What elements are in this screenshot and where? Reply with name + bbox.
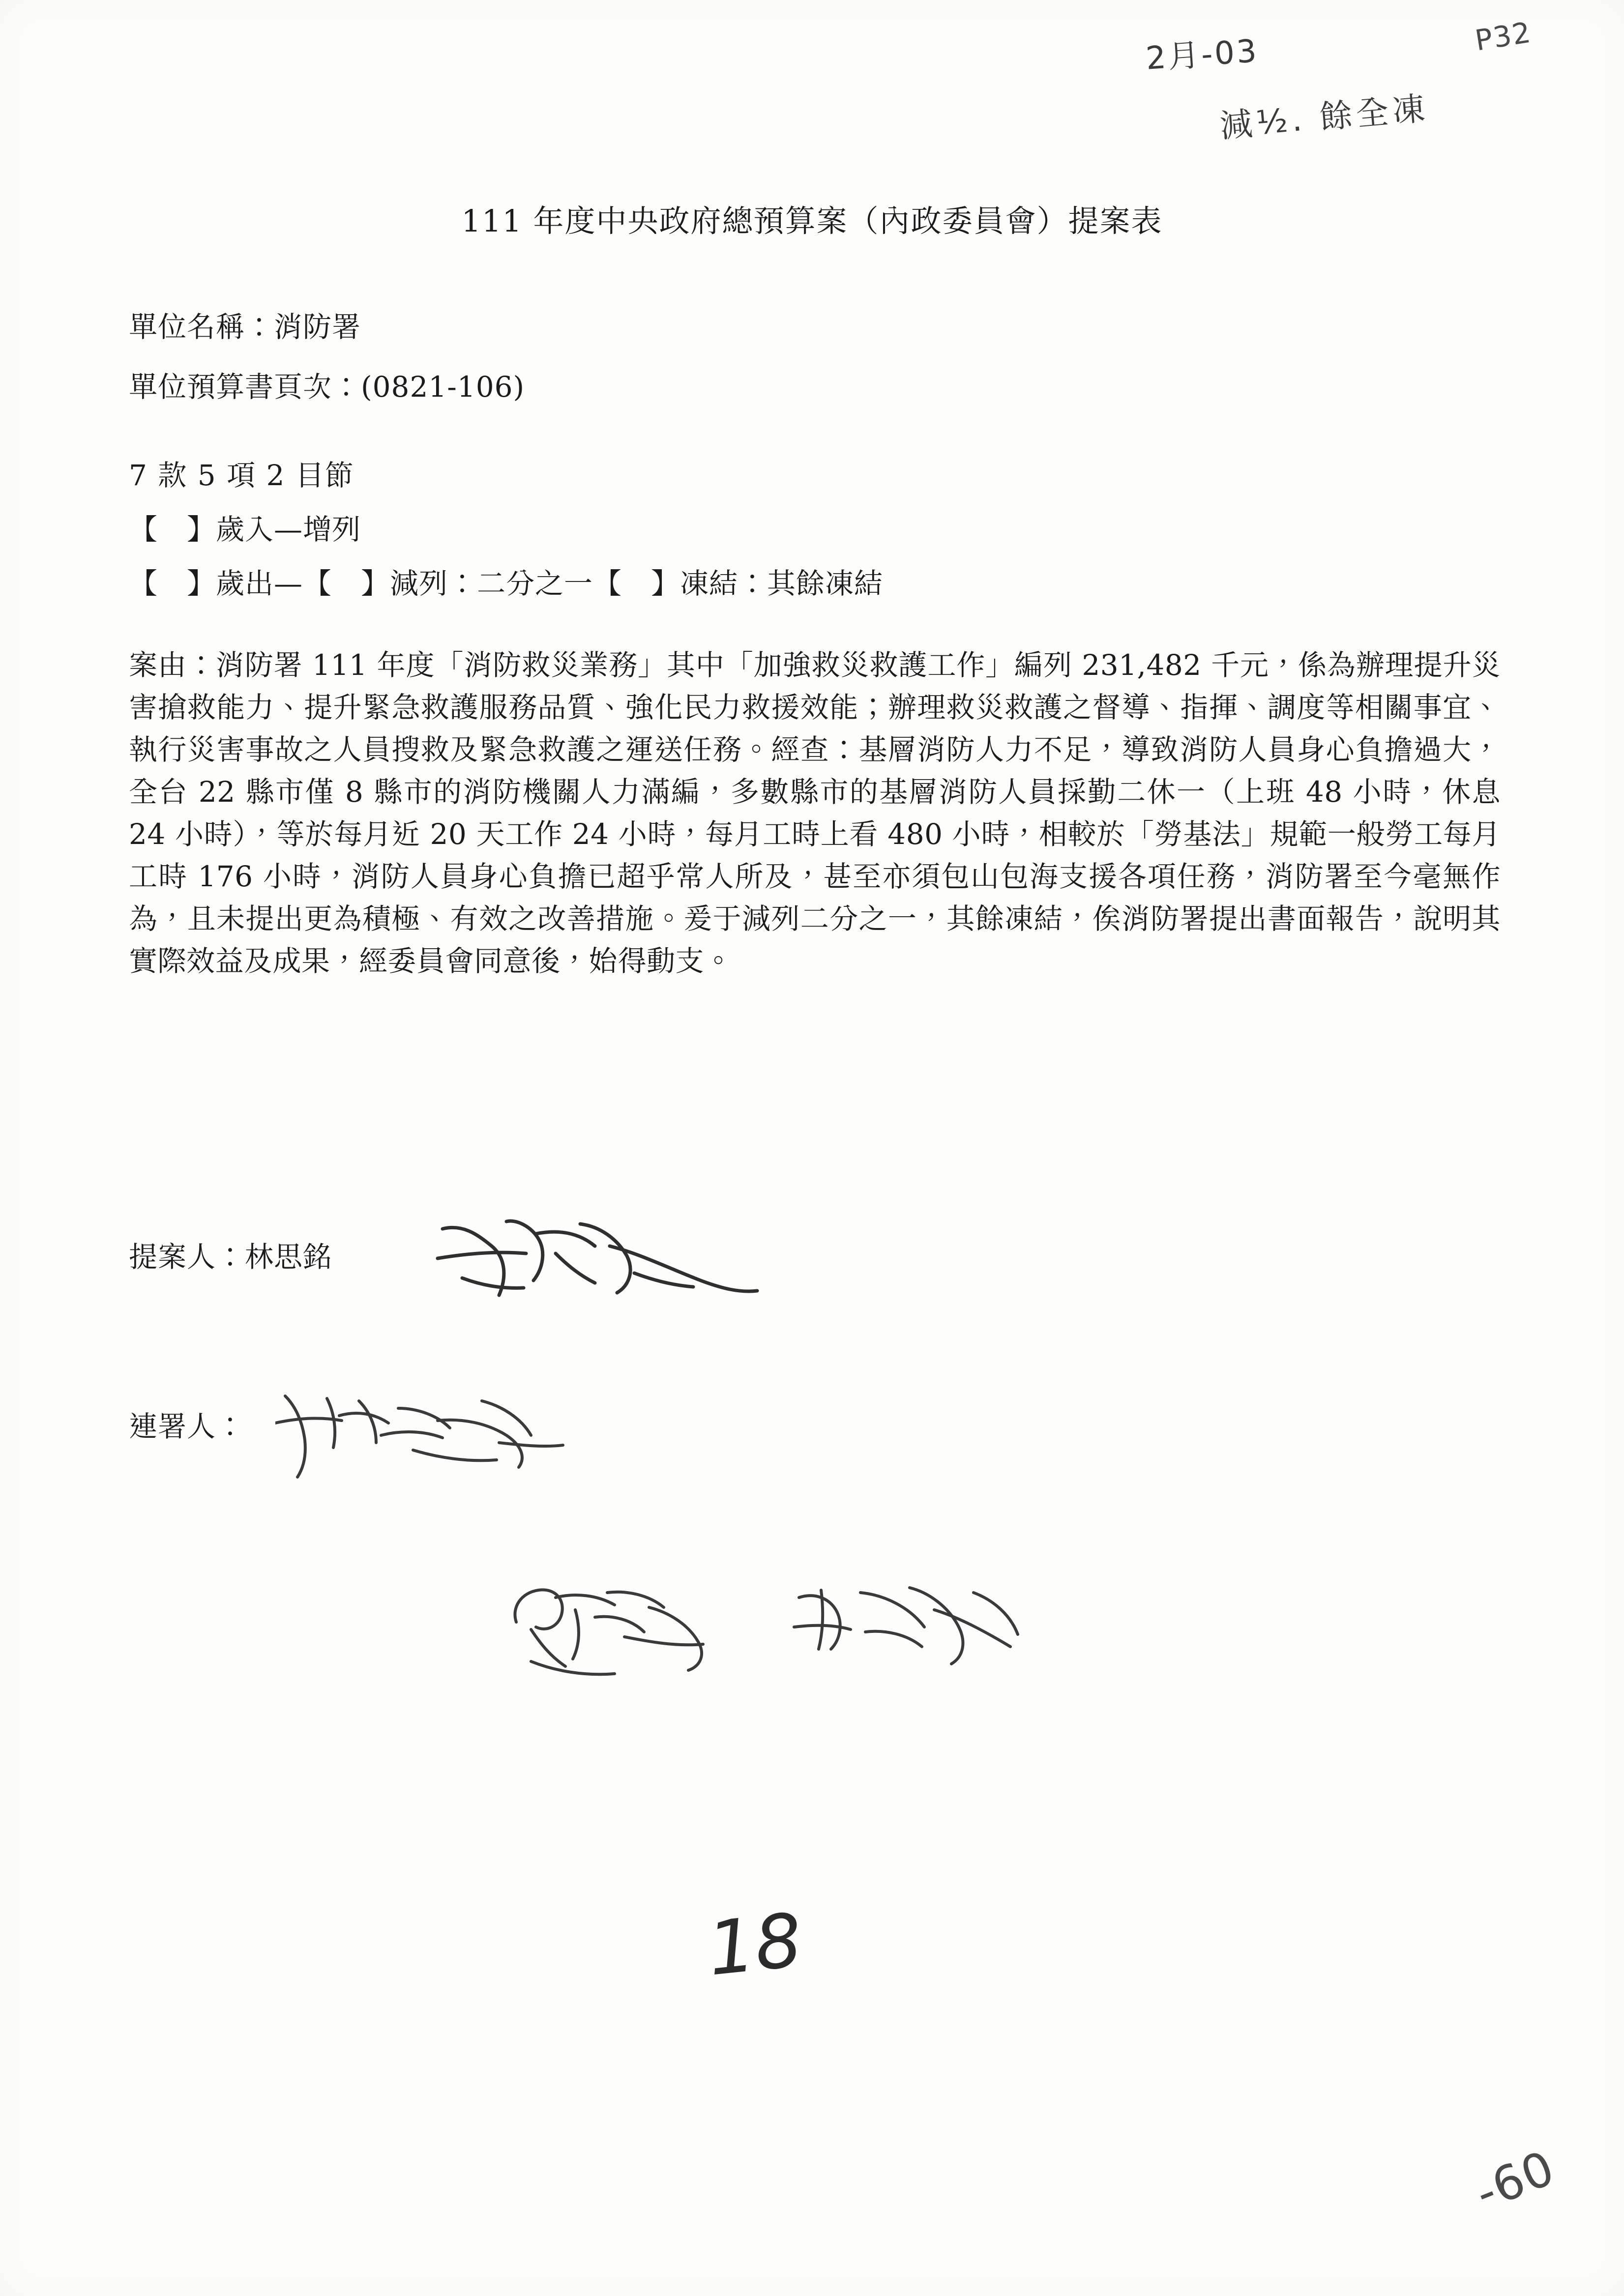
handwritten-date-annotation: 2月-03 — [1145, 33, 1260, 77]
case-body-text: 案由：消防署 111 年度「消防救災業務」其中「加強救災救護工作」編列 231,482 千元，係為辦理提升災害搶救能力、提升緊急救護服務品質、強化民力救援效能；辦理救災救護之督導、指揮、調度等相關事宜、執行災害事故之人員搜救及緊急救護之運送任務。經查：基層消防人力不足，導致消防人員身心負擔過大，全台 22 縣市僅 8 縣市的消防機關人力滿編，多數縣市的基層消防人員採勤二休一（上班 48 小時，休息 24 小時），等於每月近 20 天工作 24 小時，每月工時上看 480 小時，相較於「勞基法」規範一般勞工每月工時 176 小時，消防人員身心負擔已超乎常人所及，甚至亦須包山包海支援各項任務，消防署至今毫無作為，且未提出更為積極、有效之改善措施。爰于減列二分之一，其餘凍結，俟消防署提出書面報告，說明其實際效益及成果，經委員會同意後，始得動支。 — [129, 648, 1501, 978]
proposer-name: 林思銘 — [245, 1240, 332, 1274]
budget-page-value: (0821-106) — [361, 370, 525, 404]
cosigner-line — [129, 1403, 245, 1445]
unit-name-line — [129, 304, 361, 345]
unit-name-value: 消防署 — [274, 310, 361, 344]
handwritten-corner-mark: -60 — [1467, 2140, 1563, 2221]
signature-cosigner-3 — [787, 1563, 1042, 1688]
option-expense-text: 【 】歲出—【 】減列：二分之一【 】凍結：其餘凍結 — [129, 567, 884, 600]
signature-proposer — [433, 1199, 777, 1314]
option-income-line — [129, 506, 361, 548]
signature-cosigner-1 — [275, 1371, 590, 1496]
budget-page-label: 單位預算書頁次： — [129, 370, 361, 404]
handwritten-page-number: 18 — [704, 1897, 806, 1993]
budget-code-line: 7 款 5 項 2 目節 — [129, 459, 354, 492]
option-income-text: 【 】歲入—增列 — [129, 513, 361, 546]
proposer-label: 提案人： — [129, 1240, 245, 1274]
page-title: 111 年度中央政府總預算案（內政委員會）提案表 — [461, 203, 1163, 239]
signature-cosigner-2 — [502, 1563, 757, 1693]
option-expense-line — [129, 560, 892, 602]
unit-name-label: 單位名稱： — [129, 310, 274, 344]
handwritten-decision-note: 減½. 餘全凍 — [1218, 89, 1431, 145]
cosigner-label: 連署人： — [129, 1410, 245, 1443]
budget-page-line — [129, 364, 525, 405]
proposer-line — [129, 1234, 332, 1275]
handwritten-page-code-annotation: P32 — [1473, 15, 1534, 58]
